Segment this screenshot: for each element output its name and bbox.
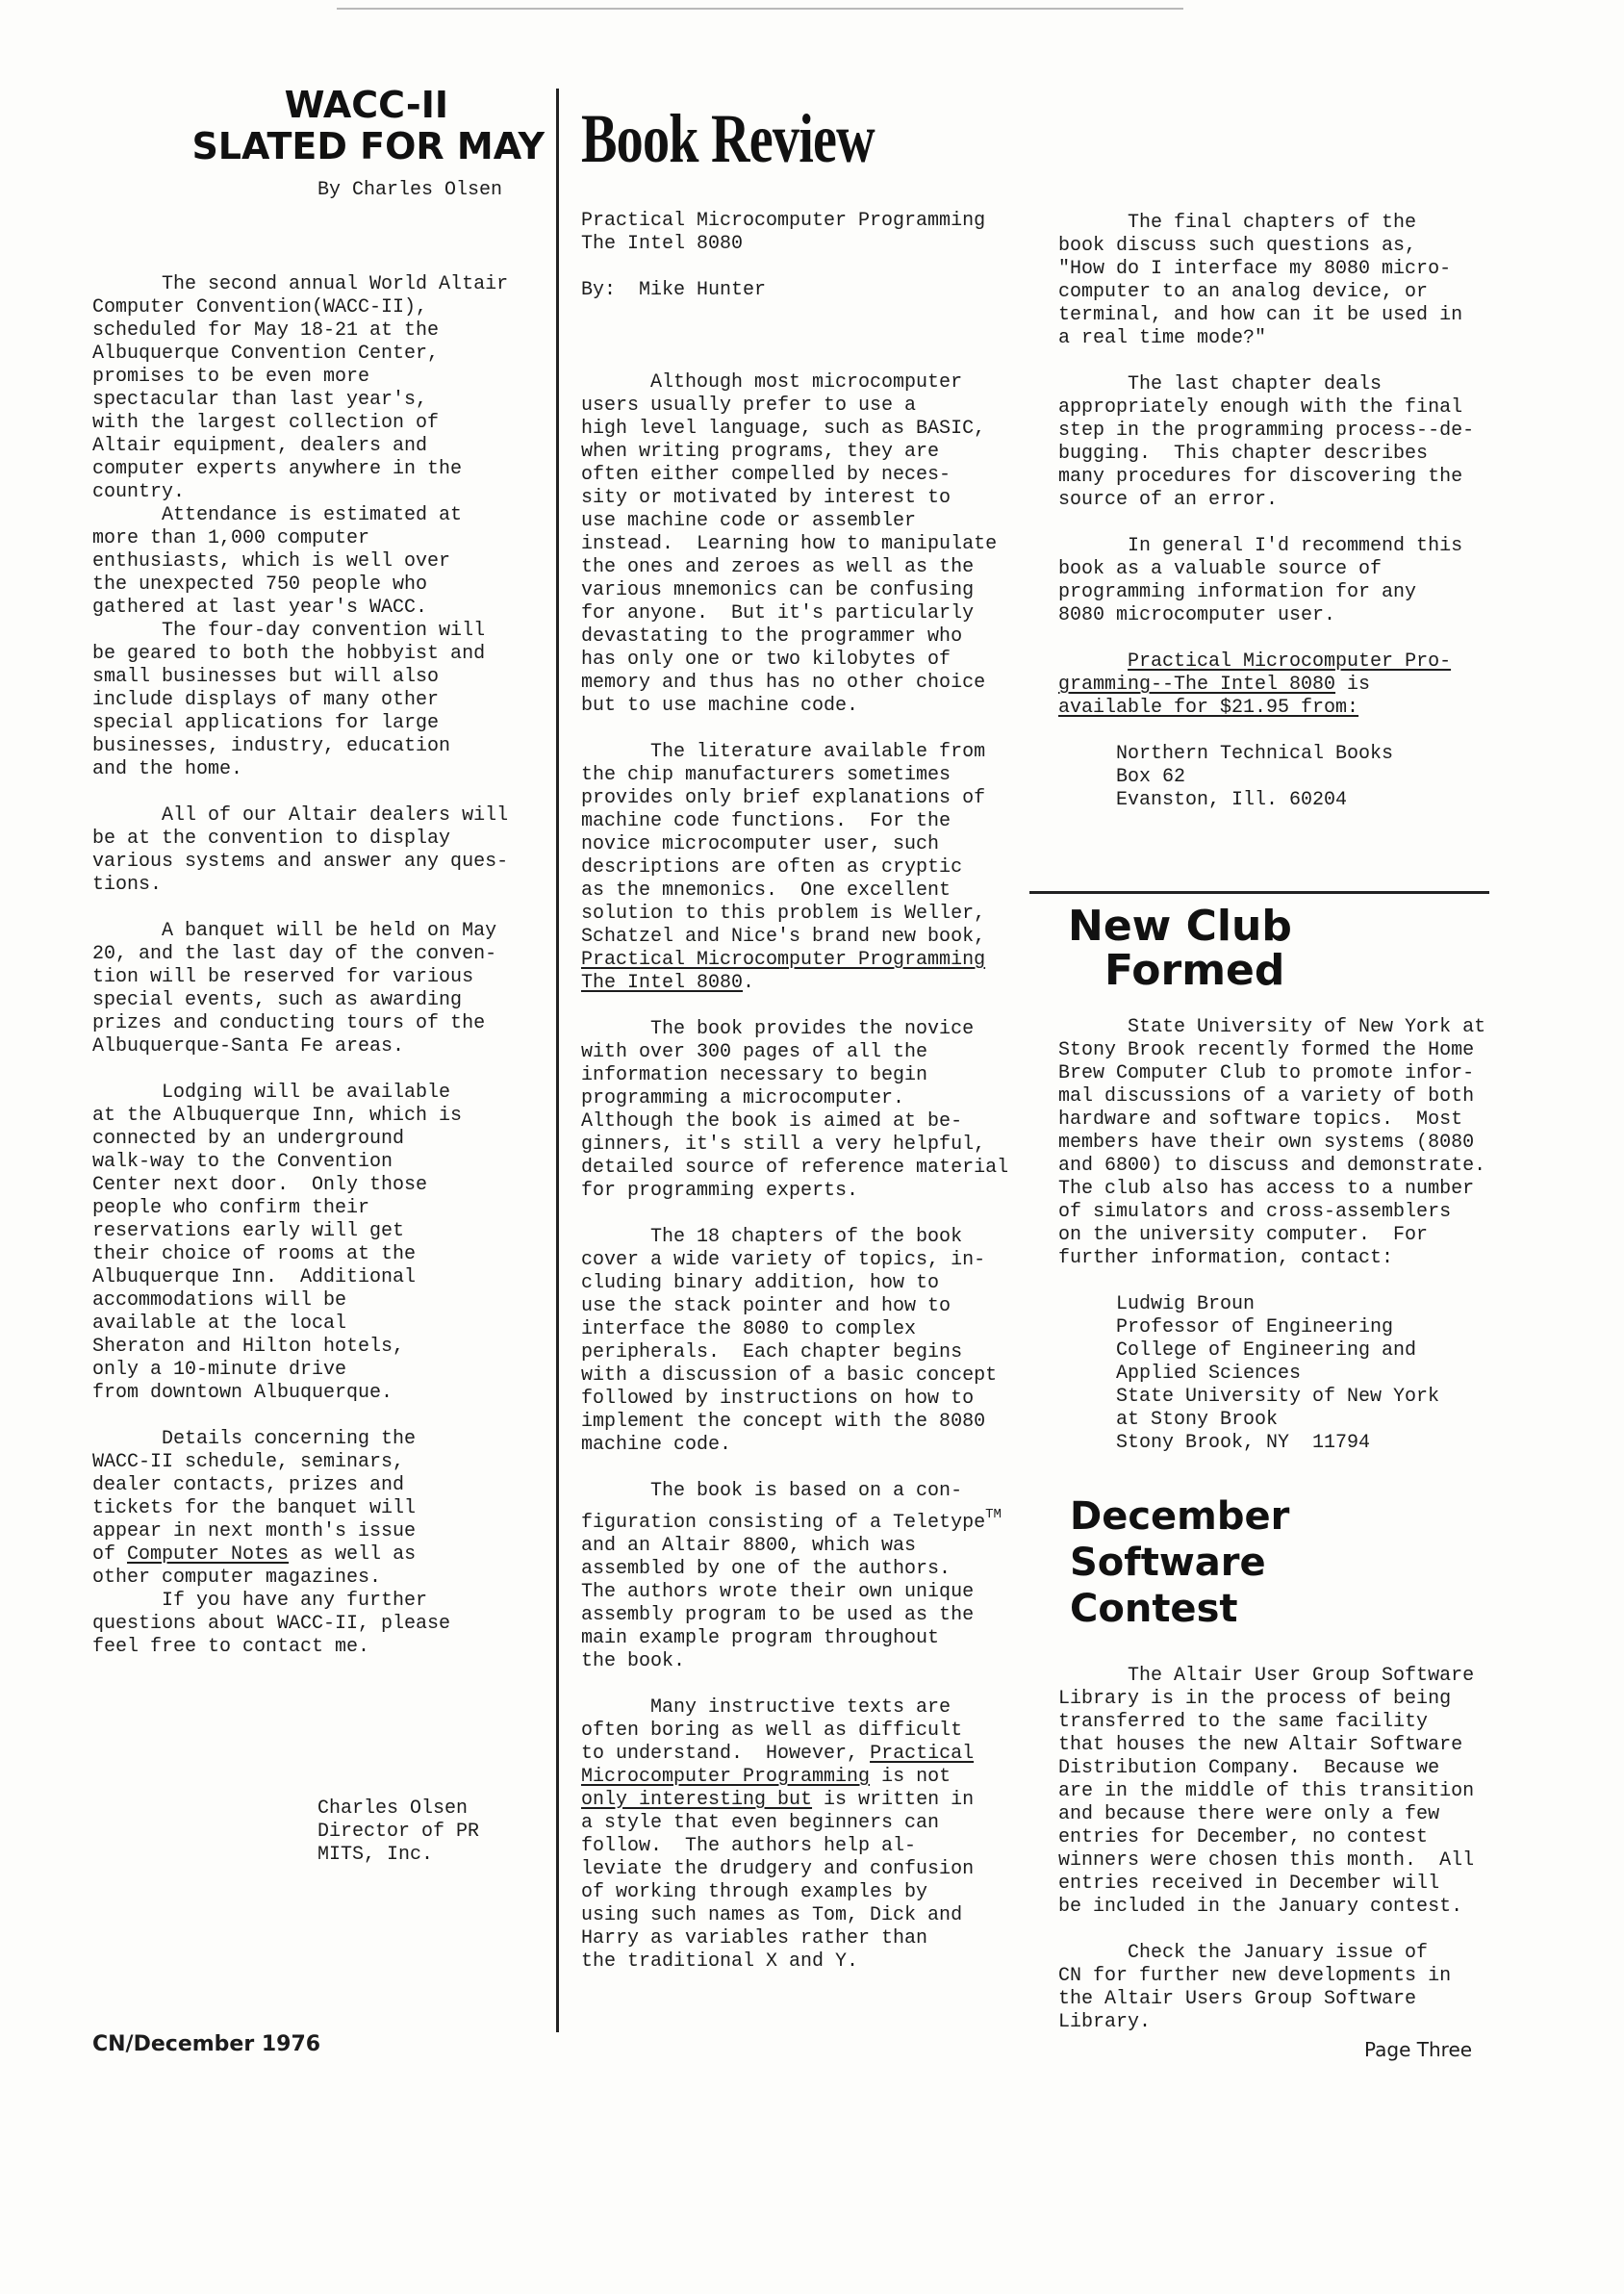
contest-paragraph-1: The Altair User Group Software Library is in the process of being transferred to the same facility that houses the new Altair Software Distribution Company. Because we are in the middle of this transition and because there were only a few entries for December, no contest winners were chosen this month. All entries received in December will be included in the January contest. bbox=[1058, 1665, 1475, 1918]
review-paragraph-6-end: is written in a style that even beginners can follow. The authors help al- leviate the drudgery and confusion of working through examples by using such names as Tom, Dick and Harry as variables rather than the traditional X and Y. bbox=[581, 1789, 975, 1973]
wacc-article-body bbox=[92, 273, 545, 1682]
contest-headline-line-1: December bbox=[1070, 1494, 1290, 1539]
review-continued-paragraph-3: In general I'd recommend this book as a valuable source of programming information for any 8080 microcomputer user. bbox=[1058, 535, 1463, 626]
contest-headline-line-3: Contest bbox=[1070, 1587, 1238, 1631]
book-review-title: Book Review bbox=[581, 100, 875, 177]
issue-date-footer: CN/December 1976 bbox=[92, 2032, 321, 2056]
review-paragraph-2-text: The literature available from the chip manufacturers sometimes provides only brief explanations of machine code functions. For the novice microcomputer user, such descriptions are often as cryptic as the mnemonics. One excellent solution to this problem is Weller, Schatzel and Nice's brand new book, bbox=[581, 741, 986, 948]
contest-body bbox=[1058, 1665, 1520, 2034]
wacc-headline-line-2: SLATED FOR MAY bbox=[191, 125, 545, 167]
wacc-byline: By Charles Olsen bbox=[317, 179, 503, 201]
new-club-rule bbox=[1029, 891, 1489, 894]
review-paragraph-6-text: Many instructive texts are often boring as well as difficult to understand. However, bbox=[581, 1696, 963, 1765]
review-paragraph-2 bbox=[581, 741, 1024, 995]
new-club-headline bbox=[1068, 902, 1292, 995]
availability-title-1: Practical Microcomputer Pro- bbox=[1128, 650, 1452, 673]
review-paragraph-5-end: and an Altair 8800, which was assembled by one of the authors. The authors wrote their own unique assembly program to be used as the main example program throughout the book. bbox=[581, 1535, 975, 1672]
publisher-address: Northern Technical Books Box 62 Evanston, Ill. 60204 bbox=[1116, 743, 1394, 811]
book-title-reference-2: Practical bbox=[870, 1743, 975, 1765]
book-title-reference: Practical Microcomputer Programming The Intel 8080 bbox=[581, 949, 986, 994]
column-divider bbox=[556, 89, 559, 2032]
review-paragraph-2-end: . bbox=[743, 972, 755, 994]
availability-price: available for $21.95 from: bbox=[1058, 697, 1359, 719]
review-paragraph-3: The book provides the novice with over 300 pages of all the information necessary to begin programming a microcomputer. Although the book is aimed at be- ginners, it's still a very helpful, detailed source of reference material for programming experts. bbox=[581, 1018, 1009, 1202]
review-continued-paragraph-2: The last chapter deals appropriately enough with the final step in the programming process--de- bugging. This chapter describes many procedures for discovering the source of an error. bbox=[1058, 373, 1475, 511]
review-continued-paragraph-1: The final chapters of the book discuss such questions as, "How do I interface my 8080 micro- computer to an analog device, or terminal, and how can it be used in a real time mode?" bbox=[1058, 212, 1463, 349]
new-club-paragraph: State University of New York at Stony Brook recently formed the Home Brew Computer Club to promote infor- mal discussions of a variety of both hardware and software topics. Most members have their own systems (8080 and 6800) to discuss and demonstrate. The club also has access to a number of simulators and cross-assemblers on the university computer. For further information, contact: bbox=[1058, 1016, 1486, 1269]
review-paragraph-5 bbox=[581, 1480, 1024, 1673]
new-club-contact: Ludwig Broun Professor of Engineering College of Engineering and Applied Sciences State University of New York at Stony Brook Stony Brook, NY 11794 bbox=[1116, 1293, 1440, 1454]
wacc-headline-line-1: WACC-II bbox=[284, 84, 448, 126]
review-paragraph-6-mid: is not bbox=[881, 1766, 952, 1788]
contest-paragraph-2: Check the January issue of CN for further new developments in the Altair Users Group Software Library. bbox=[1058, 1942, 1452, 2033]
contest-headline bbox=[1070, 1493, 1289, 1632]
review-availability bbox=[1058, 650, 1501, 720]
new-club-headline-line-2: Formed bbox=[1104, 946, 1285, 995]
wacc-paragraph-2: All of our Altair dealers will be at the convention to display various systems and answer any ques- tions. bbox=[92, 804, 509, 896]
book-title-reference-3: Microcomputer Programming bbox=[581, 1766, 871, 1788]
page-number-footer: Page Three bbox=[1364, 2038, 1473, 2061]
new-club-headline-line-1: New Club bbox=[1068, 902, 1292, 951]
wacc-paragraph-1: The second annual World Altair Computer Convention(WACC-II), scheduled for May 18-21 at the Albuquerque Convention Center, promises to be even more spectacular than last year's, with the largest collection of Altair equipment, dealers and computer experts anywhere in the country. Attendance is estimated at more than 1,000 computer enthusiasts, which is well over the unexpected 750 people who gathered at last year's WACC. The four-day convention will be geared to both the hobbyist and small businesses but will also include displays of many other special applications for large businesses, industry, education and the home. bbox=[92, 273, 509, 780]
wacc-paragraph-5 bbox=[92, 1428, 545, 1659]
review-book-heading: Practical Microcomputer Programming The Intel 8080 bbox=[581, 210, 986, 255]
emphasis-underline: only interesting but bbox=[581, 1789, 813, 1811]
book-review-continued bbox=[1058, 212, 1501, 812]
contest-headline-line-2: Software bbox=[1070, 1541, 1266, 1585]
review-paragraph-4: The 18 chapters of the book cover a wide variety of topics, in- cluding binary addition, how to use the stack pointer and how to interface the 8080 to complex peripherals. Each chapter begins with a discussion of a basic concept followed by instructions on how to implement the concept with the 8080 machine code. bbox=[581, 1226, 998, 1456]
availability-mid: is bbox=[1347, 674, 1371, 696]
wacc-details-text-end: as well as other computer magazines. If you have any further questions about WACC-II, please feel free to contact me. bbox=[92, 1543, 451, 1658]
review-paragraph-5-text: The book is based on a con- figuration consisting of a Teletype bbox=[581, 1480, 986, 1534]
review-byline: By: Mike Hunter bbox=[581, 279, 767, 301]
wacc-details-text: Details concerning the WACC-II schedule, seminars, dealer contacts, prizes and tickets for the banquet will appear in next month's issue of bbox=[92, 1428, 417, 1566]
top-rule bbox=[337, 8, 1183, 10]
computer-notes-title: Computer Notes bbox=[127, 1543, 290, 1566]
new-club-body bbox=[1058, 1016, 1520, 1455]
review-paragraph-1: Although most microcomputer users usually prefer to use a high level language, such as BASIC, when writing programs, they are often either compelled by neces- sity or motivated by interest to use machine code or assembler instead. Learning how to manipulate the ones and zeroes as well as the various mnemonics can be confusing for anyone. But it's particularly devastating to the programmer who has only one or two kilobytes of memory and thus has no other choice but to use machine code. bbox=[581, 371, 998, 717]
trademark-mark: TM bbox=[985, 1507, 1002, 1522]
book-review-body bbox=[581, 210, 1024, 1997]
availability-title-2: gramming--The Intel 8080 bbox=[1058, 674, 1336, 696]
wacc-signature: Charles Olsen Director of PR MITS, Inc. bbox=[317, 1797, 480, 1866]
wacc-paragraph-4: Lodging will be available at the Albuquerque Inn, which is connected by an underground walk-way to the Convention Center next door. Only those people who confirm their reservations early will get their choice of rooms at the Albuquerque Inn. Additional accommodations will be available at the local Sheraton and Hilton hotels, only a 10-minute drive from downtown Albuquerque. bbox=[92, 1082, 463, 1404]
wacc-headline bbox=[92, 85, 545, 167]
wacc-paragraph-3: A banquet will be held on May 20, and the last day of the conven- tion will be reserved for various special events, such as awarding prizes and conducting tours of the Albuquerque-Santa Fe areas. bbox=[92, 920, 497, 1058]
review-paragraph-6 bbox=[581, 1696, 1024, 1974]
